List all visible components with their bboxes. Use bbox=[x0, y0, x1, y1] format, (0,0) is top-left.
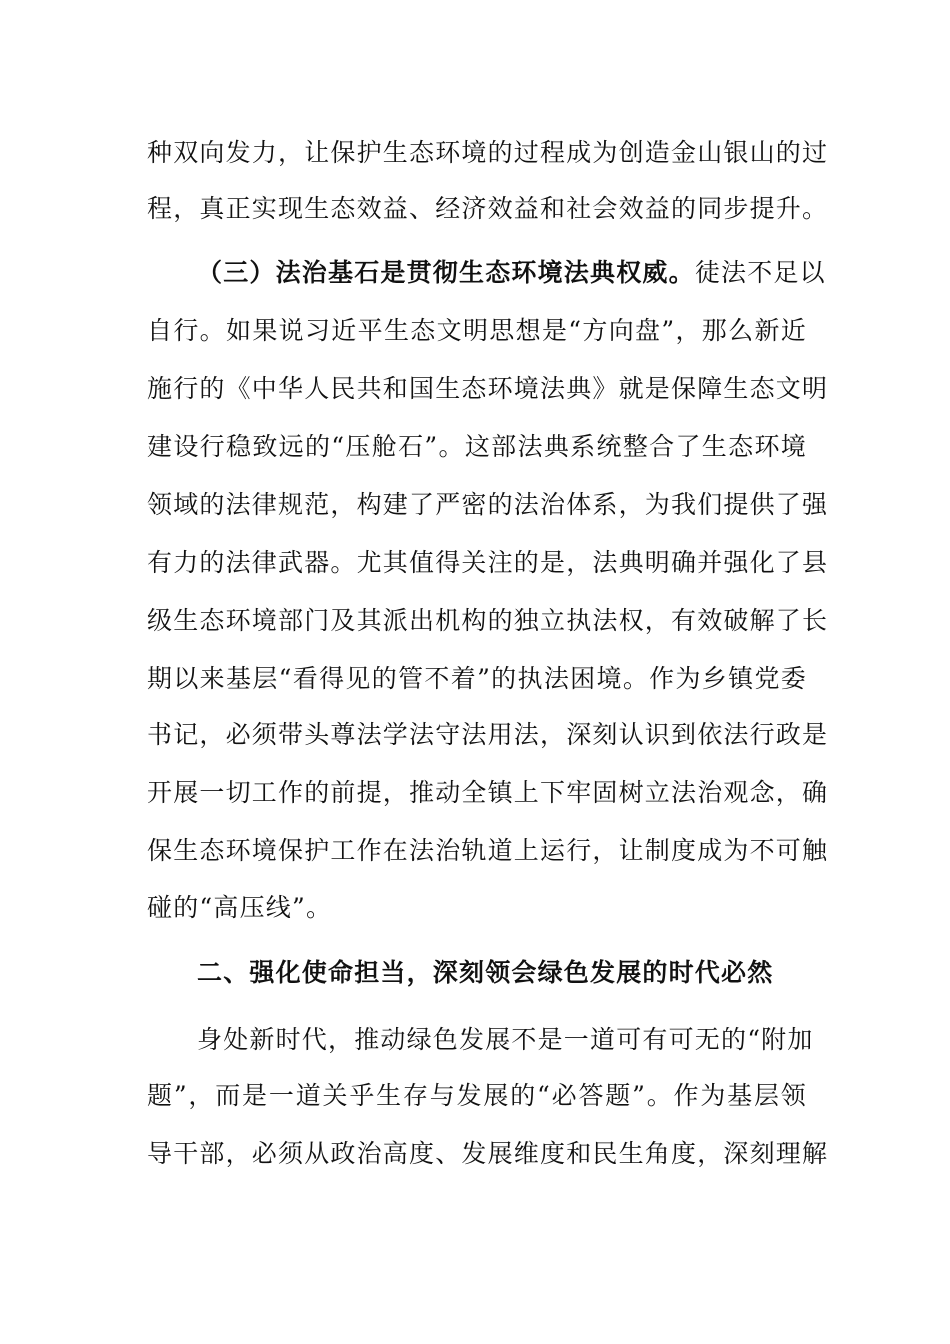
paragraph-2-line-4: 建设行稳致远的“压舱石”。这部法典系统整合了生态环境 bbox=[147, 432, 807, 461]
paragraph-2-line-1-rest: 徒法不足以 bbox=[694, 258, 826, 287]
paragraph-2-line-7: 级生态环境部门及其派出机构的独立执法权，有效破解了长 bbox=[147, 606, 829, 635]
paragraph-1-line-2: 程，真正实现生态效益、经济效益和社会效益的同步提升。 bbox=[147, 194, 829, 223]
paragraph-3-line-1: 身处新时代，推动绿色发展不是一道可有可无的“附加 bbox=[197, 1025, 814, 1054]
paragraph-2-line-6: 有力的法律武器。尤其值得关注的是，法典明确并强化了县 bbox=[147, 548, 829, 577]
paragraph-3-line-3: 导干部，必须从政治高度、发展维度和民生角度，深刻理解 bbox=[147, 1139, 829, 1168]
paragraph-2-line-9: 书记，必须带头尊法学法守法用法，深刻认识到依法行政是 bbox=[147, 720, 829, 749]
paragraph-1-line-1: 种双向发力，让保护生态环境的过程成为创造金山银山的过 bbox=[147, 138, 829, 167]
paragraph-2-line-12: 碰的“高压线”。 bbox=[147, 893, 333, 922]
section-heading: 二、强化使命担当，深刻领会绿色发展的时代必然 bbox=[197, 958, 774, 987]
paragraph-2-line-3: 施行的《中华人民共和国生态环境法典》就是保障生态文明 bbox=[147, 374, 829, 403]
paragraph-2-line-10: 开展一切工作的前提，推动全镇上下牢固树立法治观念，确 bbox=[147, 778, 829, 807]
paragraph-3-line-2: 题”，而是一道关乎生存与发展的“必答题”。作为基层领 bbox=[147, 1081, 807, 1110]
paragraph-2-line-2: 自行。如果说习近平生态文明思想是“方向盘”，那么新近 bbox=[147, 316, 807, 345]
subsection-heading: （三）法治基石是贯彻生态环境法典权威。 bbox=[197, 258, 695, 287]
paragraph-2-line-8: 期以来基层“看得见的管不着”的执法困境。作为乡镇党委 bbox=[147, 664, 807, 693]
paragraph-2-line-11: 保生态环境保护工作在法治轨道上运行，让制度成为不可触 bbox=[147, 836, 829, 865]
paragraph-2-line-5: 领域的法律规范，构建了严密的法治体系，为我们提供了强 bbox=[147, 490, 829, 519]
paragraph-2-line-1 bbox=[197, 251, 826, 295]
